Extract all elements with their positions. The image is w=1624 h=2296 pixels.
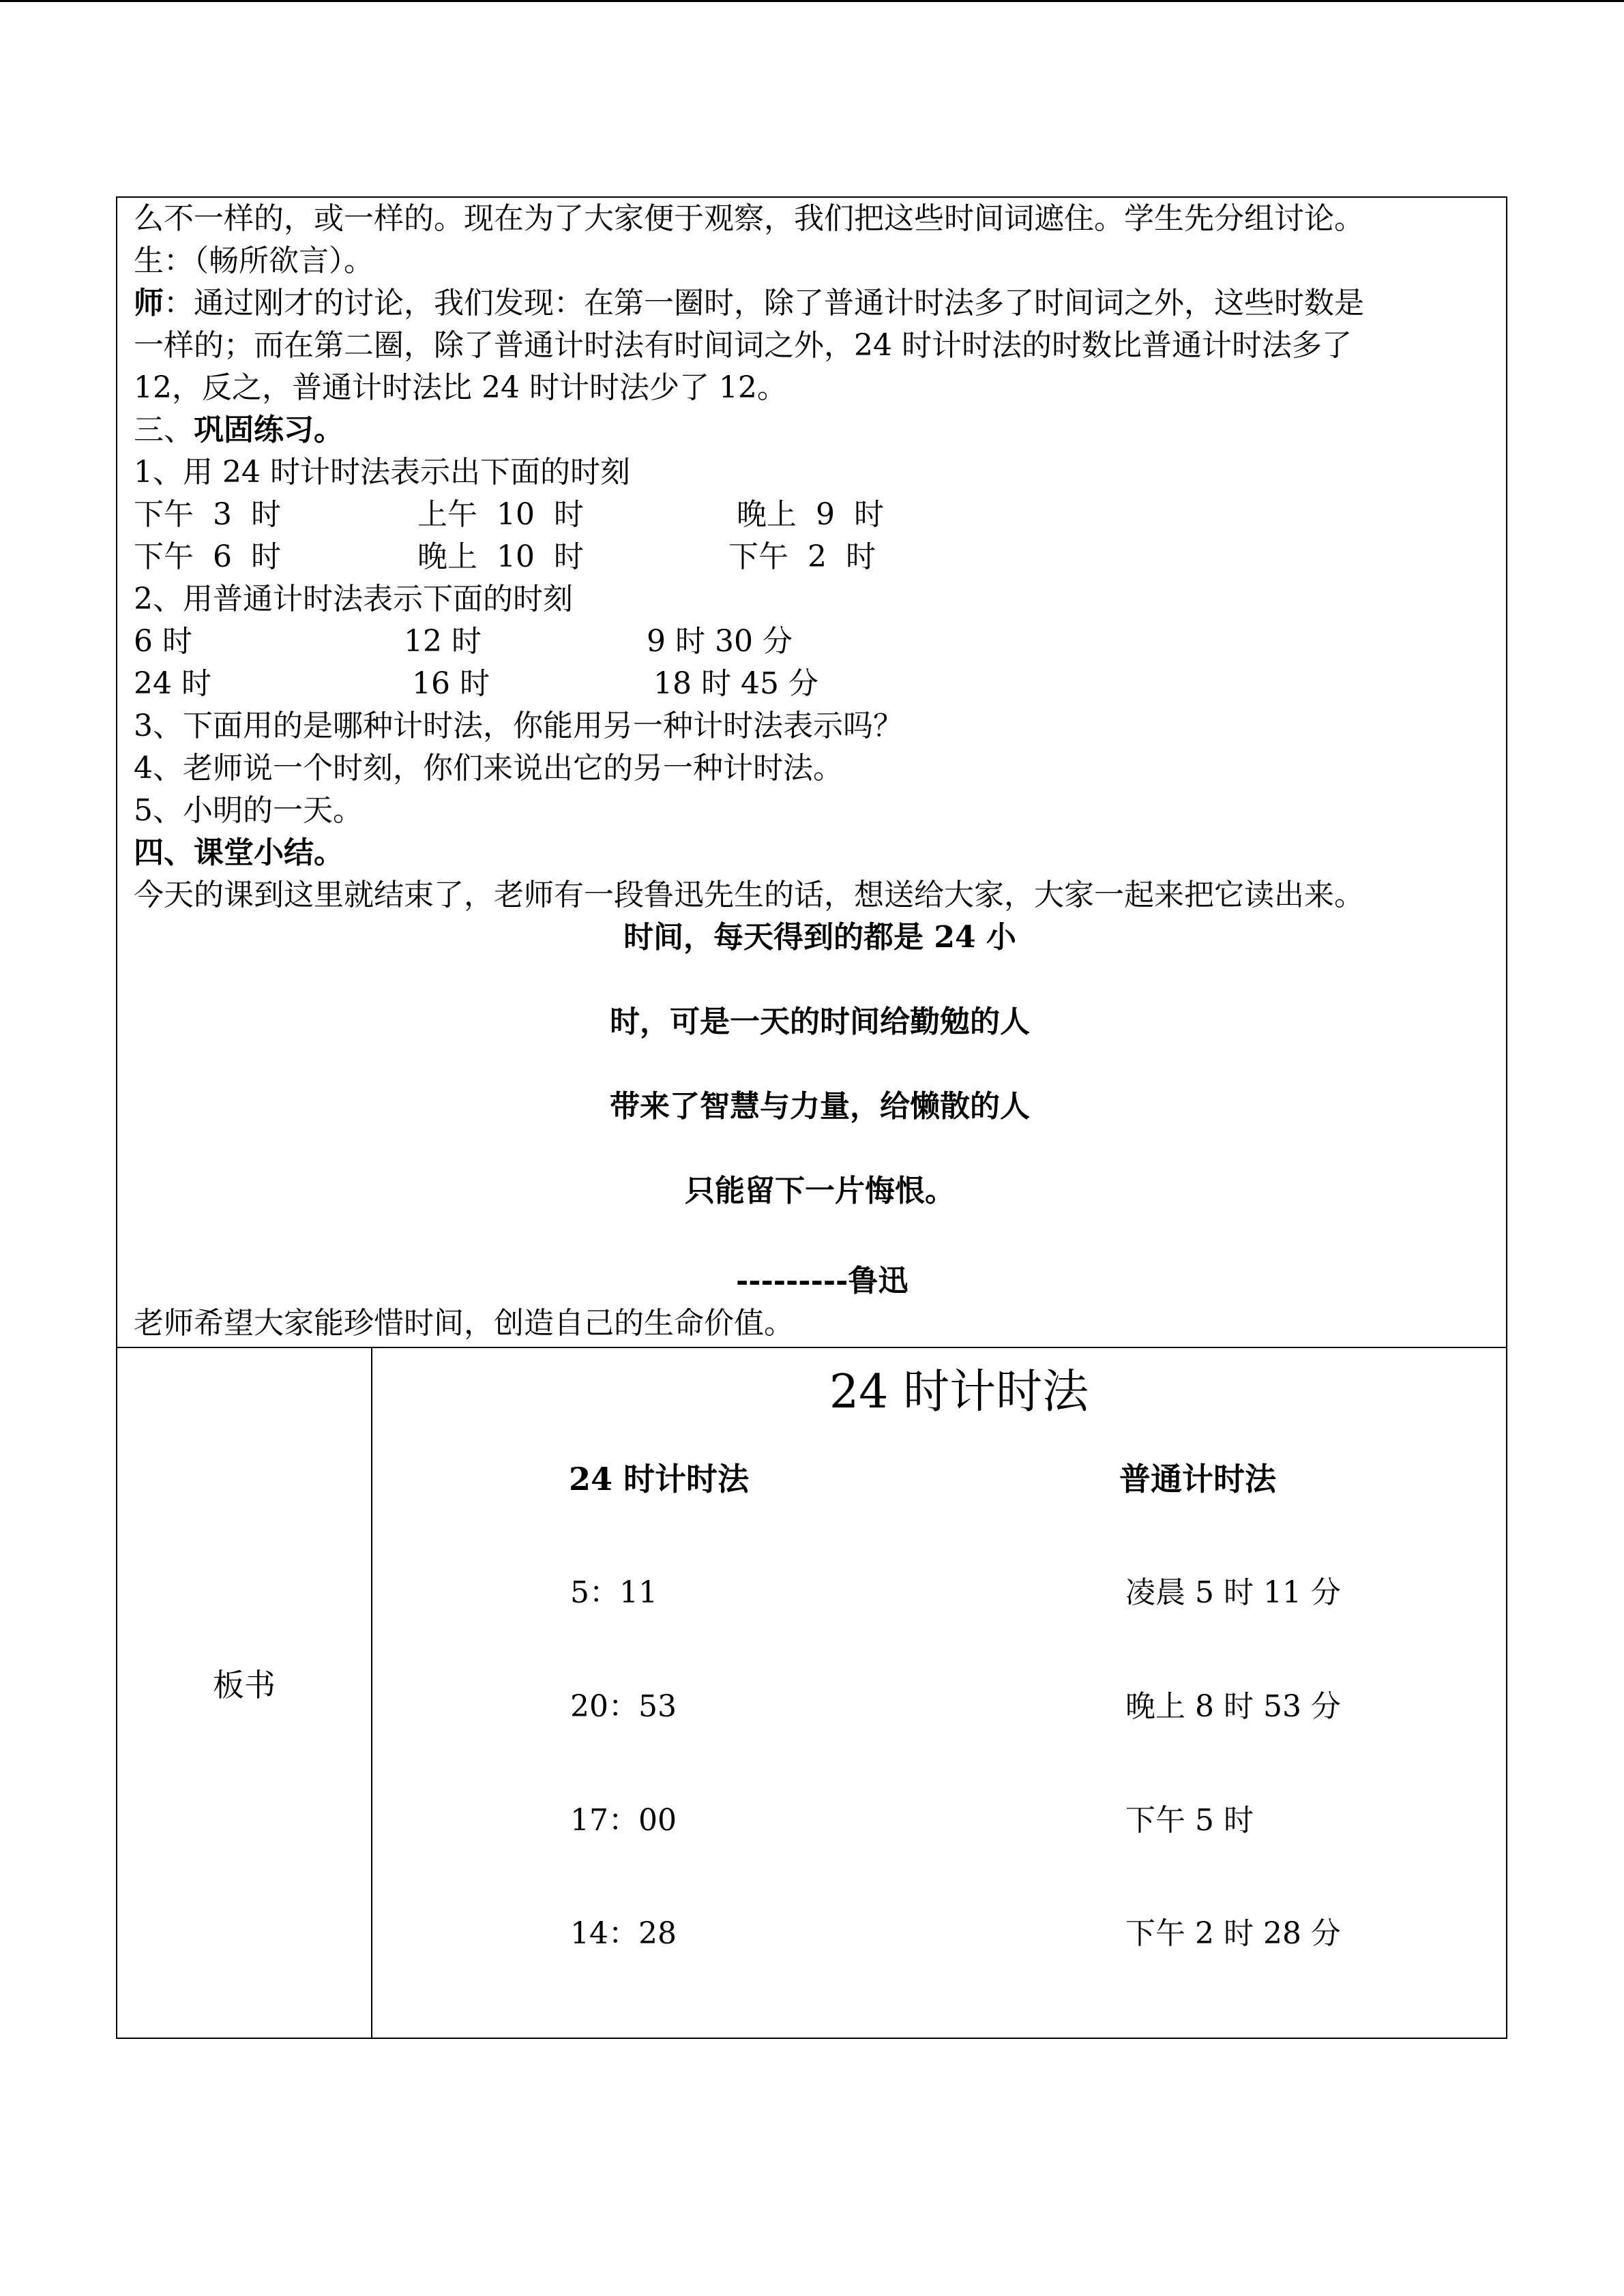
- text-line: 一样的；而在第二圈，除了普通计时法有时间词之外，24 时计时法的时数比普通计时法多了: [134, 328, 1352, 363]
- time-24h: 17：00: [570, 1803, 677, 1838]
- quote-line: 时间，每天得到的都是 24 小: [623, 920, 1016, 955]
- exercise-item: 12 时: [404, 624, 482, 659]
- teaching-process-cell: [117, 198, 1506, 1348]
- page-top-rule: [0, 0, 1624, 2]
- text-line: 么不一样的，或一样的。现在为了大家便于观察，我们把这些时间词遮住。学生先分组讨论。: [134, 201, 1364, 236]
- section-number: 三、: [134, 413, 194, 447]
- column-header-24h: 24 时计时法: [569, 1461, 750, 1497]
- section-heading-summary: 四、课堂小结。: [134, 835, 344, 870]
- time-normal: 下午 2 时 28 分: [1125, 1916, 1341, 1951]
- exercise-2-row: [134, 663, 1506, 705]
- teacher-text: ：通过刚才的讨论，我们发现：在第一圈时，除了普通计时法多了时间词之外，这些时数是: [164, 286, 1364, 320]
- exercise-1: 1、用 24 时计时法表示出下面的时刻: [134, 455, 630, 490]
- time-normal: 凌晨 5 时 11 分: [1125, 1575, 1341, 1610]
- exercise-2: 2、用普通计时法表示下面的时刻: [134, 582, 573, 616]
- exercise-3: 3、下面用的是哪种计时法，你能用另一种计时法表示吗？: [134, 709, 903, 743]
- exercise-5: 5、小明的一天。: [134, 793, 363, 828]
- exercise-item: 下午 3 时: [134, 497, 281, 532]
- quote-line: 只能留下一片悔恨。: [685, 1174, 955, 1208]
- quote-signature: ---------鲁迅: [736, 1264, 909, 1298]
- time-24h: 5：11: [570, 1575, 658, 1610]
- time-normal: 下午 5 时: [1125, 1803, 1254, 1838]
- exercise-item: 18 时 45 分: [653, 666, 818, 701]
- exercise-item: 晚上 9 时: [737, 497, 884, 532]
- exercise-item: 上午 10 时: [417, 497, 584, 532]
- exercise-item: 下午 6 时: [134, 539, 281, 574]
- exercise-item: 晚上 10 时: [417, 539, 584, 574]
- blackboard-title: 24 时计时法: [829, 1365, 1089, 1419]
- exercise-1-row: [134, 536, 1506, 578]
- time-24h: 20：53: [570, 1689, 677, 1724]
- text-line: 生：（畅所欲言）。: [134, 243, 374, 278]
- exercise-item: 6 时: [134, 624, 192, 659]
- section-heading-practice: [134, 409, 1506, 451]
- quote-line: 带来了智慧与力量，给懒散的人: [610, 1089, 1030, 1124]
- closing-text: 老师希望大家能珍惜时间，创造自己的生命价值。: [134, 1306, 794, 1341]
- time-24h: 14：28: [570, 1916, 677, 1951]
- lesson-plan-table: [116, 196, 1507, 2039]
- exercise-item: 16 时: [412, 666, 490, 701]
- time-normal: 晚上 8 时 53 分: [1125, 1689, 1341, 1724]
- exercise-4: 4、老师说一个时刻，你们来说出它的另一种计时法。: [134, 751, 843, 786]
- exercise-1-row: [134, 494, 1506, 536]
- blackboard-label-cell: [117, 1348, 372, 2038]
- quote-line: 时，可是一天的时间给勤勉的人: [610, 1004, 1030, 1039]
- exercise-item: 9 时 30 分: [647, 624, 793, 659]
- blackboard-content: [372, 1348, 1506, 2038]
- text-line: 12，反之，普通计时法比 24 时计时法少了 12。: [134, 370, 787, 405]
- teacher-line: [134, 282, 1506, 325]
- teacher-label: 师: [134, 286, 164, 320]
- blackboard-label: 板书: [213, 1667, 276, 1703]
- blackboard-row: [117, 1348, 1506, 2038]
- column-header-normal: 普通计时法: [1119, 1461, 1276, 1497]
- section-title: 巩固练习。: [194, 413, 344, 447]
- exercise-item: 24 时: [134, 666, 211, 701]
- summary-text: 今天的课到这里就结束了，老师有一段鲁迅先生的话，想送给大家，大家一起来把它读出来。: [134, 878, 1364, 912]
- exercise-item: 下午 2 时: [728, 539, 876, 574]
- exercise-2-row: [134, 621, 1506, 663]
